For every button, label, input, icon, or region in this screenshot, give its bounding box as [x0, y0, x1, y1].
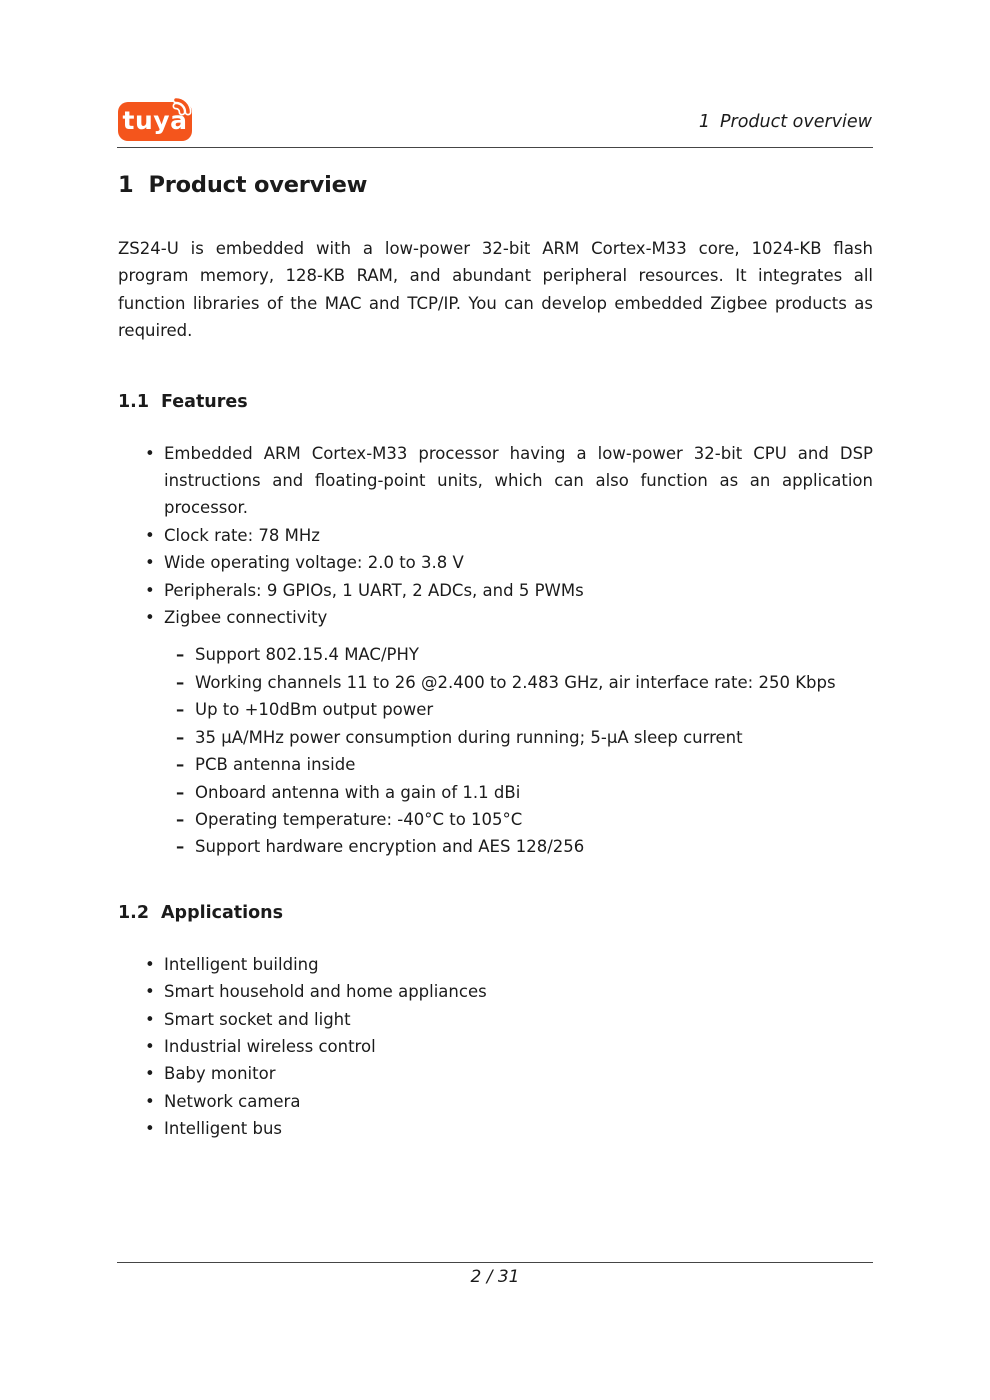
features-list	[118, 440, 873, 861]
page-number: 2 / 31	[470, 1267, 520, 1287]
feature-item: • Peripherals: 9 GPIOs, 1 UART, 2 ADCs, and 5 PWMs	[118, 577, 873, 604]
main-content	[118, 0, 873, 1143]
zigbee-detail-item: – PCB antenna inside	[164, 751, 873, 778]
page-title	[118, 172, 873, 199]
features-heading-title: Features	[161, 391, 248, 412]
zigbee-detail-item: – 35 μA/MHz power consumption during running; 5-μA sleep current	[164, 724, 873, 751]
features-heading-number: 1.1	[118, 391, 150, 412]
zigbee-detail-item: – Onboard antenna with a gain of 1.1 dBi	[164, 779, 873, 806]
application-item: • Baby monitor	[118, 1060, 873, 1087]
zigbee-detail-item: – Support 802.15.4 MAC/PHY	[164, 641, 873, 668]
application-item: • Smart household and home appliances	[118, 978, 873, 1005]
intro-paragraph: ZS24-U is embedded with a low-power 32-bit ARM Cortex-M33 core, 1024-KB flash program memory, 128-KB RAM, and abundant peripheral resources. It integrates all function libraries of the MAC and TCP/IP. You can develop embedded Zigbee products as required.	[118, 239, 873, 341]
zigbee-detail-list	[164, 641, 873, 860]
zigbee-detail-item: – Working channels 11 to 26 @2.400 to 2.483 GHz, air interface rate: 250 Kbps	[164, 669, 873, 696]
features-heading	[118, 390, 873, 414]
tuya-logo-text: tuya	[122, 106, 188, 135]
feature-item: • Embedded ARM Cortex-M33 processor having a low-power 32-bit CPU and DSP instructions and floating-point units, which can also function as an application processor.	[118, 440, 873, 522]
running-header-title: Product overview	[719, 112, 872, 132]
application-item: • Smart socket and light	[118, 1006, 873, 1033]
zigbee-detail-item: – Up to +10dBm output power	[164, 696, 873, 723]
zigbee-detail-item: – Operating temperature: -40°C to 105°C	[164, 806, 873, 833]
application-item: • Intelligent bus	[118, 1115, 873, 1142]
zigbee-detail-item: – Support hardware encryption and AES 128/256	[164, 833, 873, 860]
application-item: • Industrial wireless control	[118, 1033, 873, 1060]
applications-heading-title: Applications	[161, 902, 284, 923]
feature-item: • Clock rate: 78 MHz	[118, 522, 873, 549]
application-item: • Intelligent building	[118, 951, 873, 978]
page-title-text: Product overview	[148, 172, 368, 198]
feature-item-label: Zigbee connectivity	[164, 608, 328, 628]
feature-item: • Wide operating voltage: 2.0 to 3.8 V	[118, 549, 873, 576]
running-header-number: 1	[698, 112, 710, 132]
applications-list	[118, 951, 873, 1143]
page-title-number: 1	[118, 172, 134, 198]
application-item: • Network camera	[118, 1088, 873, 1115]
applications-heading-number: 1.2	[118, 902, 150, 923]
applications-heading	[118, 901, 873, 925]
footer-rule	[117, 1262, 873, 1263]
feature-item	[118, 604, 873, 861]
